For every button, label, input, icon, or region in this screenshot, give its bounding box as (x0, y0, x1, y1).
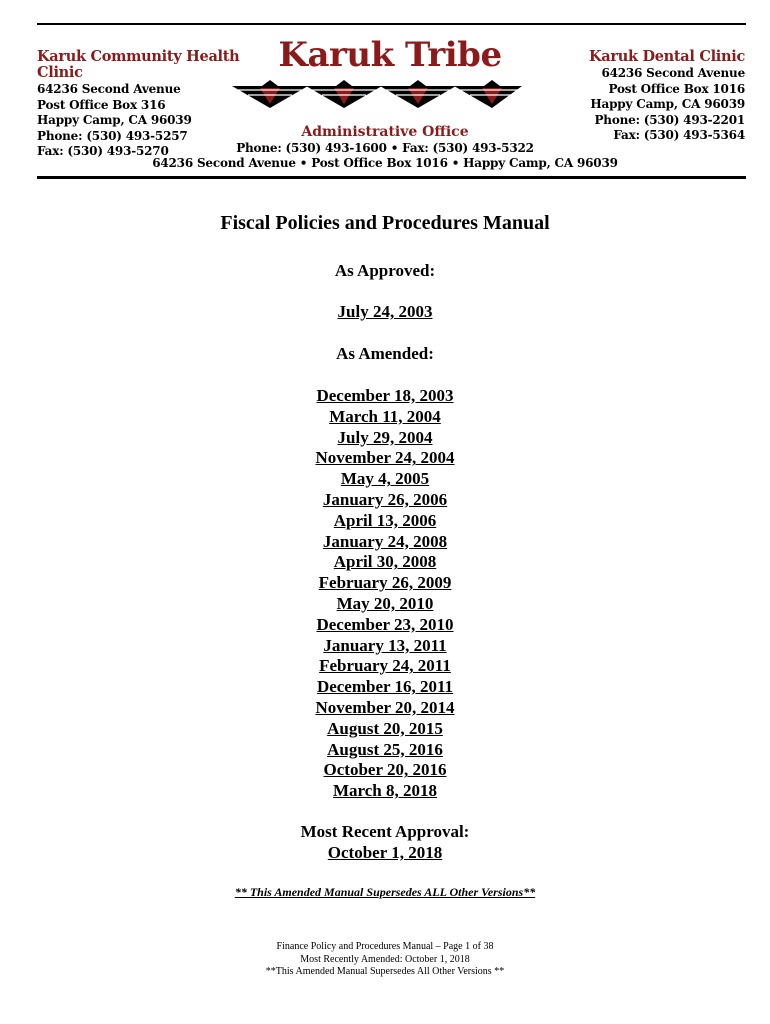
amended-date: February 26, 2009 (318, 573, 452, 593)
dental-clinic-phone: Phone: (530) 493-2201 (594, 112, 745, 127)
health-clinic-phone: Phone: (530) 493-5257 (37, 128, 188, 143)
supersedes-note: ** This Amended Manual Supersedes ALL Other Versions** (234, 885, 536, 899)
health-clinic-address-line: Happy Camp, CA 96039 (37, 113, 192, 127)
amended-date: November 24, 2004 (315, 448, 455, 468)
amended-date: August 20, 2015 (327, 718, 443, 738)
tribe-logo-icon (232, 78, 522, 108)
administrative-office-contact (150, 141, 620, 171)
health-clinic-address-line: 64236 Second Avenue (37, 82, 181, 96)
dental-clinic-contact (505, 49, 745, 144)
footer-line: **This Amended Manual Supersedes All Other Versions ** (265, 966, 505, 977)
amended-date: October 20, 2016 (323, 760, 447, 780)
amended-date: December 18, 2003 (316, 386, 454, 405)
document-title: Fiscal Policies and Procedures Manual (220, 212, 550, 234)
amended-date: April 30, 2008 (333, 552, 437, 572)
amended-dates-list (0, 386, 770, 802)
amended-date: January 26, 2006 (322, 489, 448, 509)
amended-date: December 16, 2011 (316, 677, 454, 697)
amended-date: December 23, 2010 (316, 614, 454, 634)
amended-date: April 13, 2006 (333, 510, 437, 530)
page-footer (0, 941, 770, 979)
recent-approval-date: October 1, 2018 (327, 843, 443, 862)
amended-date: February 24, 2011 (319, 656, 451, 676)
administrative-office-label: Administrative Office (301, 124, 469, 140)
amended-date: January 13, 2011 (323, 635, 447, 655)
approved-date: July 24, 2003 (337, 302, 433, 321)
amended-date: July 29, 2004 (337, 427, 433, 447)
amended-date: March 8, 2018 (332, 781, 438, 801)
dental-clinic-fax: Fax: (530) 493-5364 (613, 128, 745, 142)
health-clinic-fax: Fax: (530) 493-5270 (37, 144, 169, 158)
dental-clinic-address-line: Happy Camp, CA 96039 (590, 97, 745, 111)
health-clinic-name: Karuk Community Health Clinic (37, 48, 240, 81)
header-bottom-rule (37, 176, 746, 179)
amended-label: As Amended: (336, 344, 434, 363)
dental-clinic-name: Karuk Dental Clinic (588, 48, 745, 65)
amended-date: January 24, 2008 (322, 531, 448, 551)
recent-approval-label: Most Recent Approval: (300, 822, 470, 841)
amended-date: May 20, 2010 (336, 593, 434, 613)
header-top-rule (37, 23, 746, 25)
admin-address: 64236 Second Avenue • Post Office Box 1016 • Happy Camp, CA 96039 (152, 156, 618, 170)
footer-line: Most Recently Amended: October 1, 2018 (300, 953, 470, 965)
tribe-title: Karuk Tribe (278, 35, 502, 75)
amended-date: November 20, 2014 (315, 697, 455, 717)
health-clinic-address-line: Post Office Box 316 (37, 97, 166, 112)
approved-label: As Approved: (334, 261, 436, 280)
dental-clinic-address-line: Post Office Box 1016 (608, 81, 745, 96)
amended-date: August 25, 2016 (327, 739, 443, 759)
footer-line: Finance Policy and Procedures Manual – Page 1 of 38 (276, 941, 494, 952)
admin-phone-fax: Phone: (530) 493-1600 • Fax: (530) 493-5322 (236, 141, 534, 155)
dental-clinic-address-line: 64236 Second Avenue (601, 66, 745, 80)
amended-date: May 4, 2005 (340, 469, 430, 489)
amended-date: March 11, 2004 (329, 406, 441, 426)
